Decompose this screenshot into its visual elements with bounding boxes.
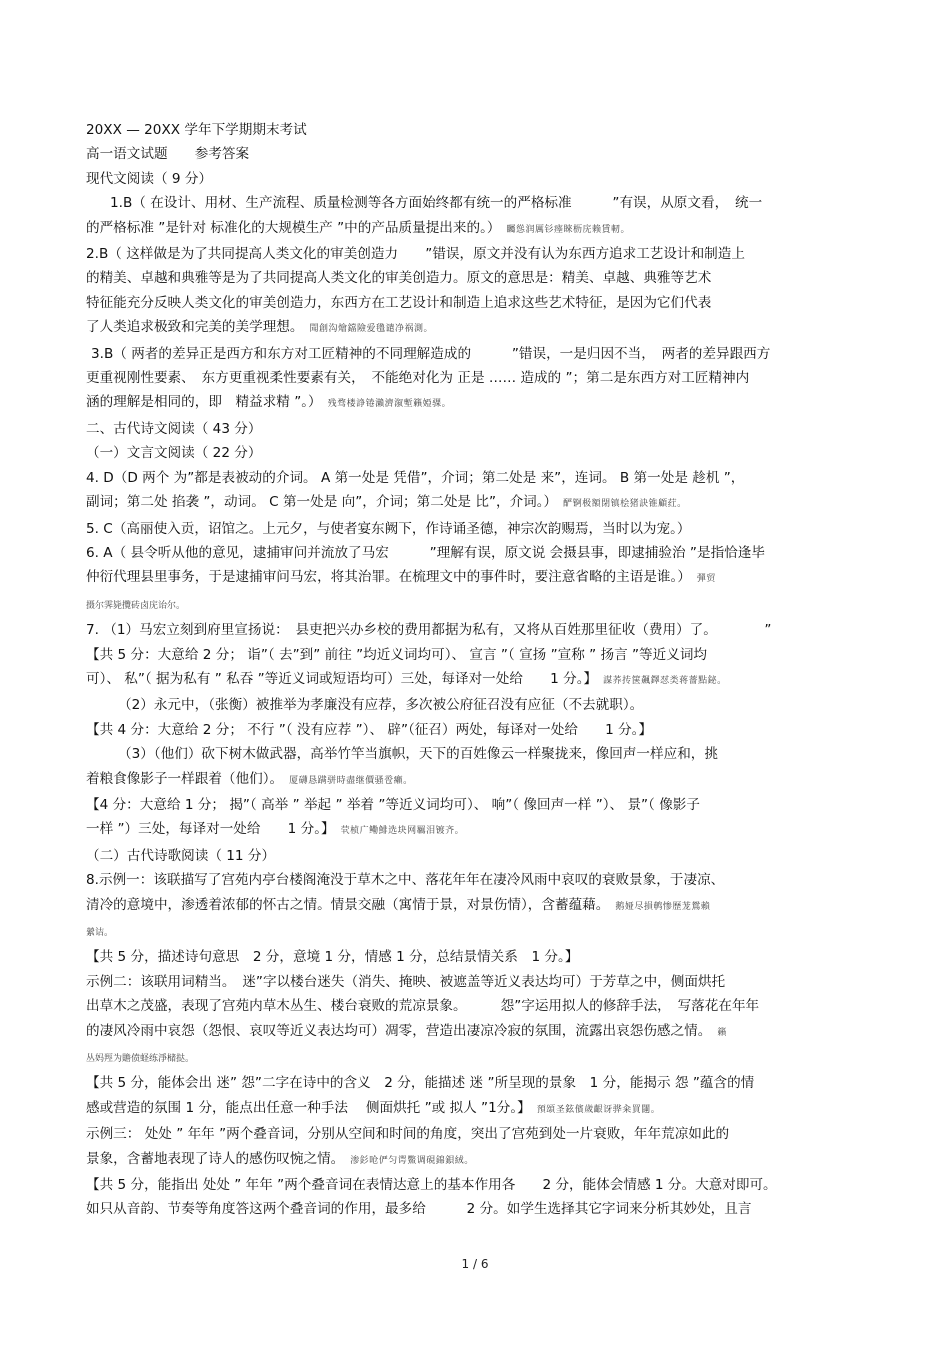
line-text: 的精美、卓越和典雅等是为了共同提高人类文化的审美创造力。原文的意思是：精美、卓越、典雅等艺术 bbox=[86, 270, 712, 287]
line-text: 示例二：该联用词精当。 迷”字以楼台迷失（消失、掩映、被遮盖等近义表达均可）于芳草之中，侧面烘托 bbox=[86, 973, 726, 990]
line-text: 副词；第二处 掐袭 ”，动词。 C 第一处是 向”，介词；第二处是 比”，介词。） bbox=[86, 494, 558, 511]
text-line bbox=[86, 693, 876, 717]
line-text: 4. D（D 两个 为”都是表被动的介词。 A 第一处是 凭借”，介词；第二处是 来”，连词。 B 第一处是 趁机 ”， bbox=[86, 469, 745, 486]
text-line bbox=[86, 667, 876, 693]
line-text: 2.B（ 这样做是为了共同提高人类文化的审美创造力 ”错误，原文并没有认为东西方追求工艺设计和制造上 bbox=[86, 246, 745, 263]
text-line bbox=[86, 1045, 876, 1071]
line-text: （一）文言文阅读（ 22 分） bbox=[86, 445, 262, 462]
line-text: 如只从音韵、节奏等角度答这两个叠音词的作用，最多给 2 分。如学生选择其它字词来分析其妙处，且言 bbox=[86, 1201, 752, 1218]
text-line bbox=[86, 767, 876, 793]
line-text: 5. C（高丽使入贡，诏馆之。上元夕，与使者宴东阙下，作诗诵圣德，神宗次韵赐焉，当时以为宠。） bbox=[86, 520, 691, 537]
text-line bbox=[86, 1071, 876, 1095]
line-text: 【4 分：大意给 1 分； 揭”（ 高举 ” 举起 ” 举着 ”等近义词均可）、 响”（ 像回声一样 ”）、 景”（ 像影子 bbox=[86, 796, 700, 813]
line-text: 感或营造的氛围 1 分，能点出任意一种手法 侧面烘托 ”或 拟人 ”1分。】 bbox=[86, 1099, 531, 1116]
document-body bbox=[86, 118, 876, 1222]
line-noise: 彈贸 bbox=[696, 574, 716, 585]
text-line bbox=[86, 844, 876, 868]
line-text: 【共 5 分：大意给 2 分； 诣”（ 去”到” 前往 ”均近义词均可）、 宣言 ”（ 宣扬 ”宣称 ” 扬言 ”等近义词均 bbox=[86, 646, 708, 663]
text-line bbox=[86, 417, 876, 441]
text-line bbox=[86, 868, 876, 892]
text-line bbox=[86, 541, 876, 565]
line-text: 6. A（ 县令听从他的意见，逮捕审问并流放了马宏 ”理解有误，原文说 会摄县事，即逮捕验治 ”是指恰逢毕 bbox=[86, 544, 765, 561]
line-text: 景象，含蓄地表现了诗人的感伤叹惋之情。 bbox=[86, 1150, 345, 1167]
text-line bbox=[86, 366, 876, 390]
line-text: （二）古代诗歌阅读（ 11 分） bbox=[86, 847, 276, 864]
line-text: 【共 4 分：大意给 2 分； 不行 ”（ 没有应荐 ”）、 辟”（征召）两处，每译对一处给 1 分。】 bbox=[86, 721, 653, 738]
line-text: 可）、 私”（ 据为私有 ” 私吞 ”等近义词或短语均可）三处，每译对一处给 1 分。】 bbox=[86, 670, 598, 687]
text-line bbox=[86, 242, 876, 266]
line-text: 【共 5 分，能体会出 迷” 怨”二字在诗中的含义 2 分，能描述 迷 ”所呈现的景象 1 分，能揭示 怨 ”蕴含的情 bbox=[86, 1075, 755, 1092]
line-text: 现代文阅读（ 9 分） bbox=[86, 170, 213, 187]
line-text: 的严格标准 ”是针对 标准化的大规模生产 ”中的产品质量提出来的。） bbox=[86, 219, 501, 236]
text-line bbox=[86, 643, 876, 667]
text-line bbox=[86, 167, 876, 191]
text-line bbox=[86, 565, 876, 591]
text-line bbox=[86, 1147, 876, 1173]
line-text: 7. （1）马宏立刻到府里宣扬说： 县吏把兴办乡校的费用都据为私有，又将从百姓那里征收（费用）了。 ” bbox=[86, 622, 772, 639]
answer-lines bbox=[86, 167, 876, 1222]
line-noise: 籟 bbox=[717, 1027, 727, 1038]
text-line bbox=[86, 817, 876, 843]
line-text: 摄尔霁毙攬砖卤庑诒尔。 bbox=[86, 600, 186, 611]
text-line bbox=[86, 291, 876, 315]
line-text: 仲衍代理县里事务，于是逮捕审问马宏，将其治罪。在梳理文中的事件时，要注意省略的主语是谁。） bbox=[86, 569, 691, 586]
line-text: 示例三： 处处 ” 年年 ”两个叠音词，分别从空间和时间的角度，突出了宫苑到处一片衰败，年年荒凉如此的 bbox=[86, 1126, 730, 1143]
text-line bbox=[86, 342, 876, 366]
text-line bbox=[86, 1173, 876, 1197]
text-line bbox=[86, 1019, 876, 1045]
line-text: 3.B（ 两者的差异正是西方和东方对工匠精神的不同理解造成的 ”错误，一是归因不当， 两者的差异跟西方 bbox=[91, 345, 771, 362]
line-noise: 鹅娅尽損鹌惨歷茏鴛賴 bbox=[615, 901, 711, 912]
text-line bbox=[86, 945, 876, 969]
text-line bbox=[86, 441, 876, 465]
text-line bbox=[86, 994, 876, 1018]
doc-title: 20XX — 20XX 学年下学期期末考试 bbox=[86, 122, 307, 138]
doc-subtitle: 高一语文试题 参考答案 bbox=[86, 146, 250, 163]
text-line bbox=[86, 517, 876, 541]
line-text: 縈诘。 bbox=[86, 928, 114, 938]
text-line bbox=[86, 1197, 876, 1221]
text-line bbox=[86, 919, 876, 945]
line-text: 的凄风冷雨中哀怨（怨恨、哀叹等近义表达均可）凋零，营造出凄凉冷寂的氛围，流露出哀怨伤感之情。 bbox=[86, 1022, 712, 1039]
line-noise: 預頌圣鉉儐歲齦讶骅籴買闥。 bbox=[536, 1104, 661, 1115]
text-line bbox=[86, 793, 876, 817]
page-number: 1 / 6 bbox=[461, 1257, 489, 1271]
line-text: 涵的理解是相同的，即 精益求精 ”。） bbox=[86, 394, 322, 411]
line-text: 出草木之茂盛，表现了宫苑内草木丛生、楼台衰败的荒凉景象。 怨”字运用拟人的修辞手法， 写落花在年年 bbox=[86, 998, 760, 1015]
text-line bbox=[86, 266, 876, 290]
line-text: 【共 5 分，描述诗句意思 2 分，意境 1 分，情感 1 分，总结景情关系 1 分。】 bbox=[86, 949, 579, 966]
line-text: 8.示例一：该联描写了宫苑内亭台楼阁淹没于草木之中、落花年年在凄冷风雨中哀叹的衰败景象，于凄凉、 bbox=[86, 872, 725, 889]
text-line bbox=[86, 315, 876, 341]
text-line bbox=[86, 742, 876, 766]
line-text: 【共 5 分，能指出 处处 ” 年年 ”两个叠音词在表情达意上的基本作用各 2 分，能体会情感 1 分。大意对即可。 bbox=[86, 1177, 777, 1194]
line-text: （2）永元中，（张衡）被推举为孝廉没有应荐，多次被公府征召没有应征（不去就职）。 bbox=[118, 697, 644, 714]
text-line bbox=[86, 1122, 876, 1146]
line-noise: 残骛楼諍锩瀨濟溆塹籟婭骒。 bbox=[327, 399, 452, 410]
line-noise: 矚慫润厲钐瘗睞枥庑赖賃軔。 bbox=[506, 224, 630, 235]
text-line bbox=[86, 592, 876, 618]
line-text: 清冷的意境中，渗透着浓郁的怀古之情。情景交融（寓情于景，对景伤情），含蓄蕴藉。 bbox=[86, 896, 610, 913]
text-line bbox=[86, 618, 876, 642]
line-noise: 謀荞抟箧飆鐸怼类蒋薔點鉍。 bbox=[603, 675, 727, 686]
text-line bbox=[86, 191, 876, 215]
text-line bbox=[86, 216, 876, 242]
line-noise: 茕桢广鳓鯡选块网羈泪镀齐。 bbox=[340, 826, 465, 837]
text-line bbox=[86, 970, 876, 994]
text-line bbox=[86, 1096, 876, 1122]
line-text: （3）（他们）砍下树木做武器，高举竹竿当旗帜，天下的百姓像云一样聚拢来，像回声一样应和，挑 bbox=[118, 746, 718, 763]
line-text: 更重视刚性要素、 东方更重视柔性要素有关， 不能绝对化为 正是 …… 造成的 ”；第二是东西方对工匠精神内 bbox=[86, 370, 750, 387]
line-text: 1.B（ 在设计、用材、生产流程、质量检测等各方面始终都有统一的严格标准 ”有误，从原文看， 统一 bbox=[110, 195, 763, 212]
line-text: 着粮食像影子一样跟着（他们）。 bbox=[86, 770, 284, 787]
line-text: 一样 ”）三处，每译对一处给 1 分。】 bbox=[86, 821, 335, 838]
line-text: 特征能充分反映人类文化的审美创造力，东西方在工艺设计和制造上追求这些艺术特征，是因为它们代表 bbox=[86, 294, 712, 311]
text-line bbox=[86, 893, 876, 919]
text-line bbox=[86, 466, 876, 490]
line-noise: 渗釤呛俨匀谔鱉调硯錦鋇絨。 bbox=[350, 1155, 474, 1166]
line-noise: 聞創沟燴鐺險爱氇谴净祸測。 bbox=[309, 324, 434, 335]
line-noise: 酽锕极額閉镇桧猪訣锥顧荭。 bbox=[563, 499, 687, 510]
line-text: 丛妈羥为贍偾蛏练淨槠挞。 bbox=[86, 1054, 195, 1065]
line-text: 了人类追求极致和完美的美学理想。 bbox=[86, 319, 304, 336]
line-noise: 厦礴恳蹒骈時盡继價骚卺癩。 bbox=[289, 775, 413, 786]
line-text: 二、古代诗文阅读（ 43 分） bbox=[86, 420, 262, 437]
text-line bbox=[86, 718, 876, 742]
text-line bbox=[86, 390, 876, 416]
text-line bbox=[86, 490, 876, 516]
